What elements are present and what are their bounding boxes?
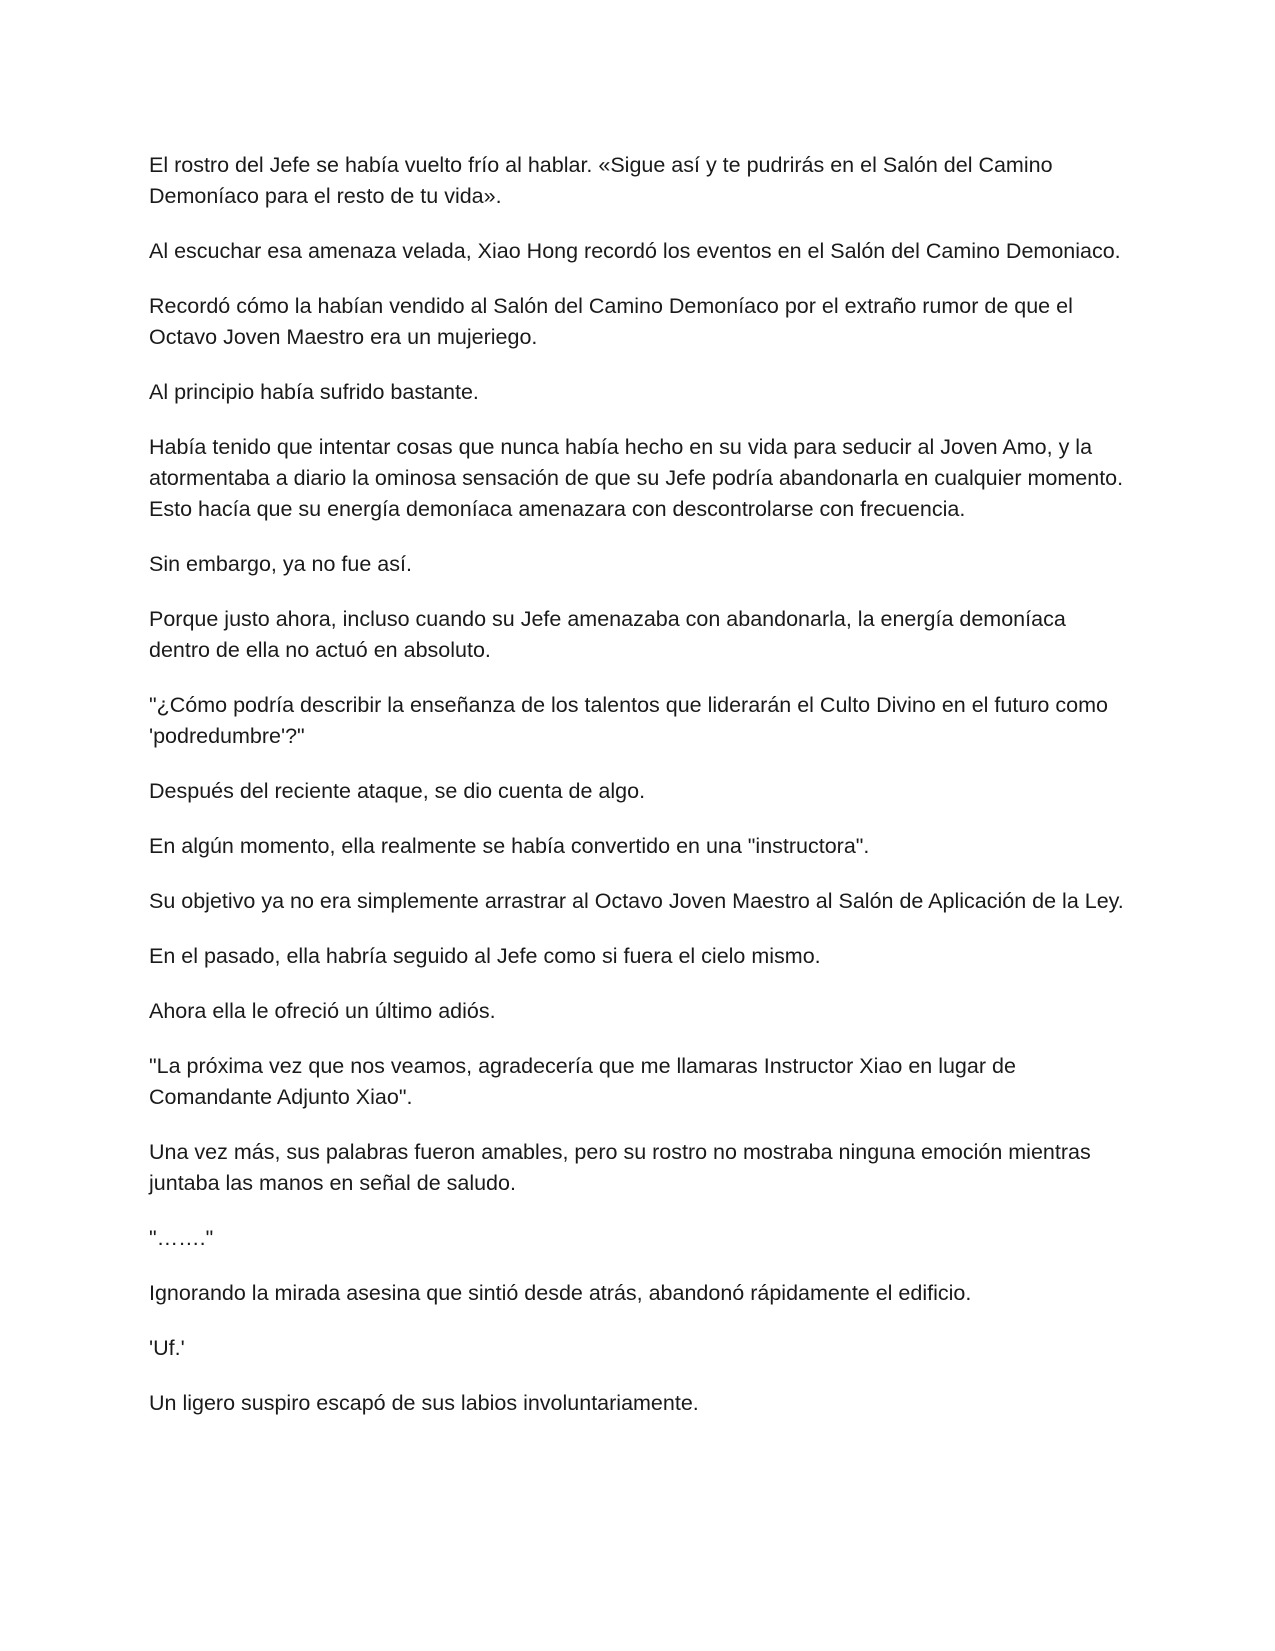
paragraph: "¿Cómo podría describir la enseñanza de los talentos que liderarán el Culto Divino en el futuro como 'podredumbre'?" [149, 693, 1108, 748]
document-body [149, 150, 1124, 1443]
paragraph: Después del reciente ataque, se dio cuenta de algo. [149, 779, 646, 803]
paragraph: Un ligero suspiro escapó de sus labios involuntariamente. [149, 1391, 699, 1415]
paragraph: Sin embargo, ya no fue así. [149, 552, 412, 576]
paragraph: Ahora ella le ofreció un último adiós. [149, 999, 496, 1023]
paragraph: 'Uf.' [149, 1336, 185, 1360]
paragraph: Porque justo ahora, incluso cuando su Jefe amenazaba con abandonarla, la energía demoníaca dentro de ella no actuó en absoluto. [149, 607, 1066, 662]
paragraph: Ignorando la mirada asesina que sintió desde atrás, abandonó rápidamente el edificio. [149, 1281, 972, 1305]
paragraph: "La próxima vez que nos veamos, agradecería que me llamaras Instructor Xiao en lugar de Comandante Adjunto Xiao". [149, 1054, 1016, 1109]
paragraph: "……." [149, 1226, 214, 1250]
paragraph: Había tenido que intentar cosas que nunca había hecho en su vida para seducir al Joven Amo, y la atormentaba a diario la ominosa sensación de que su Jefe podría abandonarla en cualquier momento. Esto hacía que su energía demoníaca amenazara con descontrolarse con frecuencia. [149, 435, 1124, 521]
paragraph: Recordó cómo la habían vendido al Salón del Camino Demoníaco por el extraño rumor de que el Octavo Joven Maestro era un mujeriego. [149, 294, 1073, 349]
paragraph: Al escuchar esa amenaza velada, Xiao Hong recordó los eventos en el Salón del Camino Demoniaco. [149, 239, 1121, 263]
paragraph: El rostro del Jefe se había vuelto frío al hablar. «Sigue así y te pudrirás en el Salón del Camino Demoníaco para el resto de tu vida». [149, 153, 1053, 208]
paragraph: Una vez más, sus palabras fueron amables, pero su rostro no mostraba ninguna emoción mientras juntaba las manos en señal de saludo. [149, 1140, 1091, 1195]
paragraph: En el pasado, ella habría seguido al Jefe como si fuera el cielo mismo. [149, 944, 821, 968]
paragraph: Su objetivo ya no era simplemente arrastrar al Octavo Joven Maestro al Salón de Aplicación de la Ley. [149, 889, 1124, 913]
paragraph: En algún momento, ella realmente se había convertido en una "instructora". [149, 834, 870, 858]
paragraph: Al principio había sufrido bastante. [149, 380, 479, 404]
